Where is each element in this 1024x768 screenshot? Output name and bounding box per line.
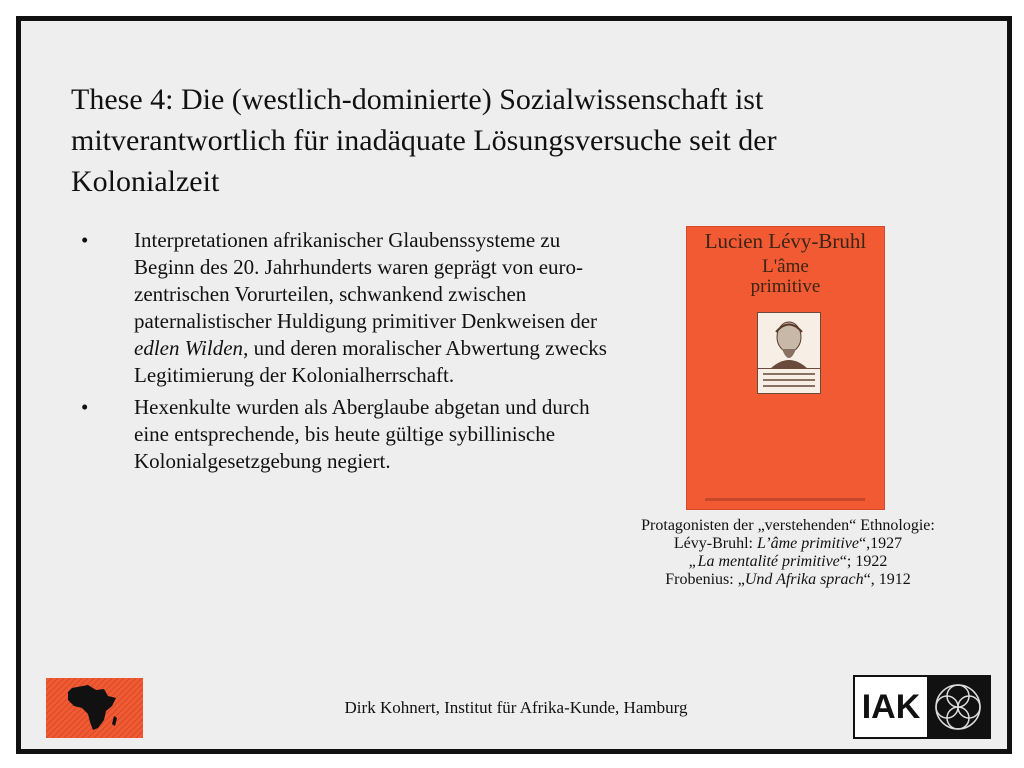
bullet-item xyxy=(81,227,621,389)
caption-italic: „La mentalité primitive xyxy=(688,553,840,570)
book-cover-image xyxy=(686,226,885,510)
image-caption xyxy=(593,517,983,589)
bullet-text-part: Interpretationen afrikanischer Glaubenssysteme zu Beginn des 20. Jahrhunderts waren geprägt von euro-zentrischen Vorurteilen, schwankend zwischen paternalistischer Huldigung primitiver Denkweisen der xyxy=(134,228,598,333)
book-title xyxy=(687,257,884,297)
caption-line xyxy=(593,535,983,553)
portrait-icon xyxy=(757,312,821,370)
bullet-marker: • xyxy=(81,228,89,252)
bullet-emphasis: edlen Wilden xyxy=(134,336,244,360)
caption-italic: Und Afrika sprach xyxy=(744,571,864,588)
caption-part: “; 1922 xyxy=(839,553,888,570)
book-title-line: L'âme xyxy=(762,256,809,277)
footer-text: Dirk Kohnert, Institut für Afrika-Kunde, Hamburg xyxy=(344,698,688,717)
bullet-text xyxy=(134,227,621,389)
book-caption-box xyxy=(757,368,821,394)
caption-part: “,1927 xyxy=(859,535,903,552)
bullet-item xyxy=(81,394,621,475)
bullet-list xyxy=(81,227,621,480)
caption-italic: L’âme primitive xyxy=(756,535,860,552)
book-footer-line xyxy=(705,498,865,501)
caption-part: Lévy-Bruhl: xyxy=(673,535,757,552)
africa-map-icon xyxy=(46,678,143,738)
caption-part: Frobenius: „ xyxy=(665,571,745,588)
caption-line xyxy=(593,571,983,589)
slide xyxy=(16,16,1012,754)
book-title-line: primitive xyxy=(750,276,821,297)
bullet-text-part: , und deren moralischer Abwertung zwecks Legitimierung der Kolonialherrschaft. xyxy=(134,336,607,387)
caption-line: Protagonisten der „verstehenden“ Ethnologie: xyxy=(641,517,935,534)
iak-logo-text: IAK xyxy=(861,688,921,726)
bullet-marker: • xyxy=(81,395,89,419)
caption-line xyxy=(593,553,983,571)
caption-part: “, 1912 xyxy=(863,571,911,588)
circles-logo-icon xyxy=(927,677,989,737)
iak-logo xyxy=(853,675,991,739)
book-author: Lucien Lévy-Bruhl xyxy=(704,229,867,253)
bullet-text: Hexenkulte wurden als Aberglaube abgetan und durch eine entsprechende, bis heute gültige sybillinische Kolonialgesetzgebung negiert. xyxy=(134,395,590,473)
slide-title: These 4: Die (westlich-dominierte) Sozialwissenschaft ist mitverantwortlich für inadäquate Lösungsversuche seit der Kolonialzeit xyxy=(71,83,777,198)
